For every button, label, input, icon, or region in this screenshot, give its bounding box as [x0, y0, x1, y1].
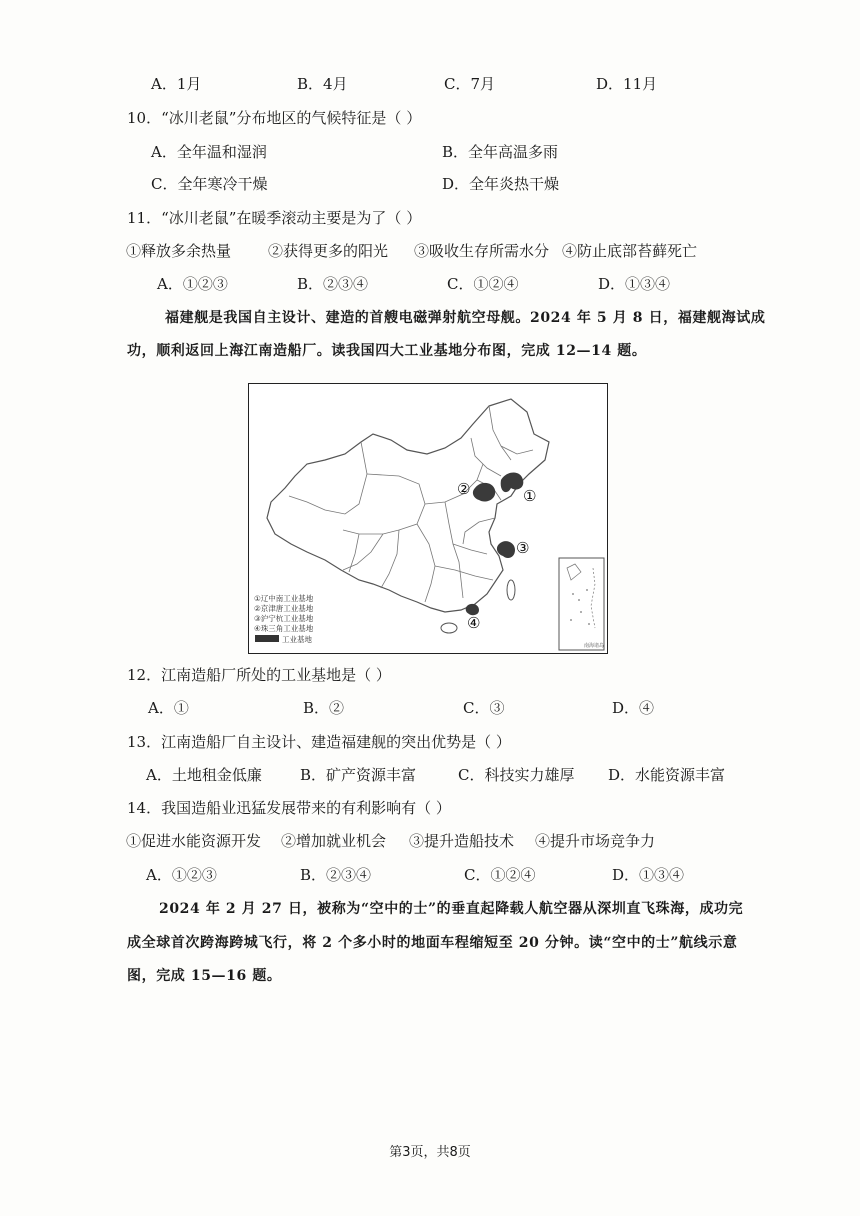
- legend-item-3: ③沪宁杭工业基地: [254, 614, 314, 623]
- q11-option-a: A．①②③: [157, 275, 228, 293]
- q14-option-b: B．②③④: [300, 866, 372, 884]
- q10-option-d: D．全年炎热干燥: [442, 175, 560, 193]
- china-outline: [267, 399, 549, 612]
- passage2-line3: 图，完成 15—16 题。: [127, 968, 282, 984]
- q14-option-c: C．①②④: [464, 866, 536, 884]
- q11-statement-2: ②获得更多的阳光: [268, 242, 389, 260]
- industrial-base-map: [248, 383, 608, 654]
- q11-option-b: B．②③④: [297, 275, 369, 293]
- q14-option-a: A．①②③: [146, 866, 217, 884]
- inset-label: 南海诸岛: [584, 643, 605, 649]
- taiwan-island: [507, 580, 515, 600]
- q10-option-a: A．全年温和湿润: [151, 143, 267, 161]
- passage2-line2: 成全球首次跨海跨城飞行，将 2 个多小时的地面车程缩短至 20 分钟。读“空中的士”航线示意: [127, 935, 738, 951]
- q13-option-a: A．土地租金低廉: [146, 766, 262, 784]
- q14-statement-2: ②增加就业机会: [281, 832, 387, 850]
- q11-statement-1: ①释放多余热量: [126, 242, 232, 260]
- q9-option-d: D．11月: [596, 75, 658, 93]
- q14-statement-3: ③提升造船技术: [409, 832, 515, 850]
- legend-item-1: ①辽中南工业基地: [254, 594, 314, 603]
- q13-option-c: C．科技实力雄厚: [458, 766, 575, 784]
- q10-option-c: C．全年寒冷干燥: [151, 175, 268, 193]
- q10-stem: 10．“冰川老鼠”分布地区的气候特征是（ ）: [127, 109, 422, 127]
- q13-option-b: B．矿产资源丰富: [300, 766, 417, 784]
- q9-option-a: A．1月: [151, 75, 202, 93]
- q11-statement-4: ④防止底部苔藓死亡: [562, 242, 698, 260]
- q12-stem: 12．江南造船厂所处的工业基地是（ ）: [127, 666, 391, 684]
- china-map-svg: [249, 384, 606, 652]
- legend-item-4: ④珠三角工业基地: [254, 624, 314, 633]
- q11-option-d: D．①③④: [598, 275, 671, 293]
- legend-swatch-label: 工业基地: [282, 635, 312, 644]
- q14-stem: 14．我国造船业迅猛发展带来的有利影响有（ ）: [127, 799, 451, 817]
- map-legend: [254, 593, 314, 644]
- legend-swatch: [255, 635, 279, 642]
- marker-4: ④: [467, 614, 481, 632]
- q13-option-d: D．水能资源丰富: [608, 766, 726, 784]
- marker-1: ①: [523, 487, 537, 505]
- marker-2: ②: [457, 480, 471, 498]
- q10-option-b: B．全年高温多雨: [442, 143, 559, 161]
- q12-option-b: B．②: [303, 699, 345, 717]
- south-china-sea-inset: [559, 558, 604, 650]
- q13-stem: 13．江南造船厂自主设计、建造福建舰的突出优势是（ ）: [127, 733, 511, 751]
- page-footer: 第3页，共8页: [389, 1145, 471, 1160]
- hainan-island: [441, 623, 457, 633]
- marker-3: ③: [516, 539, 530, 557]
- q14-statement-4: ④提升市场竞争力: [535, 832, 656, 850]
- q12-option-a: A．①: [148, 699, 189, 717]
- q14-statement-1: ①促进水能资源开发: [126, 832, 262, 850]
- q9-option-b: B．4月: [297, 75, 348, 93]
- base-2-jingjintang: [473, 483, 495, 502]
- passage1-line1: 福建舰是我国自主设计、建造的首艘电磁弹射航空母舰。2024 年 5 月 8 日，福建舰海试成: [165, 310, 766, 326]
- legend-item-2: ②京津唐工业基地: [254, 604, 314, 613]
- passage2-line1: 2024 年 2 月 27 日，被称为“空中的士”的垂直起降载人航空器从深圳直飞珠海，成功完: [159, 901, 744, 917]
- q12-option-d: D．④: [612, 699, 655, 717]
- q11-option-c: C．①②④: [447, 275, 519, 293]
- q14-option-d: D．①③④: [612, 866, 685, 884]
- q11-statement-3: ③吸收生存所需水分: [414, 242, 550, 260]
- q9-option-c: C．7月: [444, 75, 496, 93]
- base-1-liaozhongnan: [501, 473, 524, 493]
- base-3-huningghang: [497, 541, 515, 558]
- q11-stem: 11．“冰川老鼠”在暖季滚动主要是为了（ ）: [127, 209, 422, 227]
- passage1-line2: 功，顺利返回上海江南造船厂。读我国四大工业基地分布图，完成 12—14 题。: [127, 343, 647, 359]
- q12-option-c: C．③: [463, 699, 505, 717]
